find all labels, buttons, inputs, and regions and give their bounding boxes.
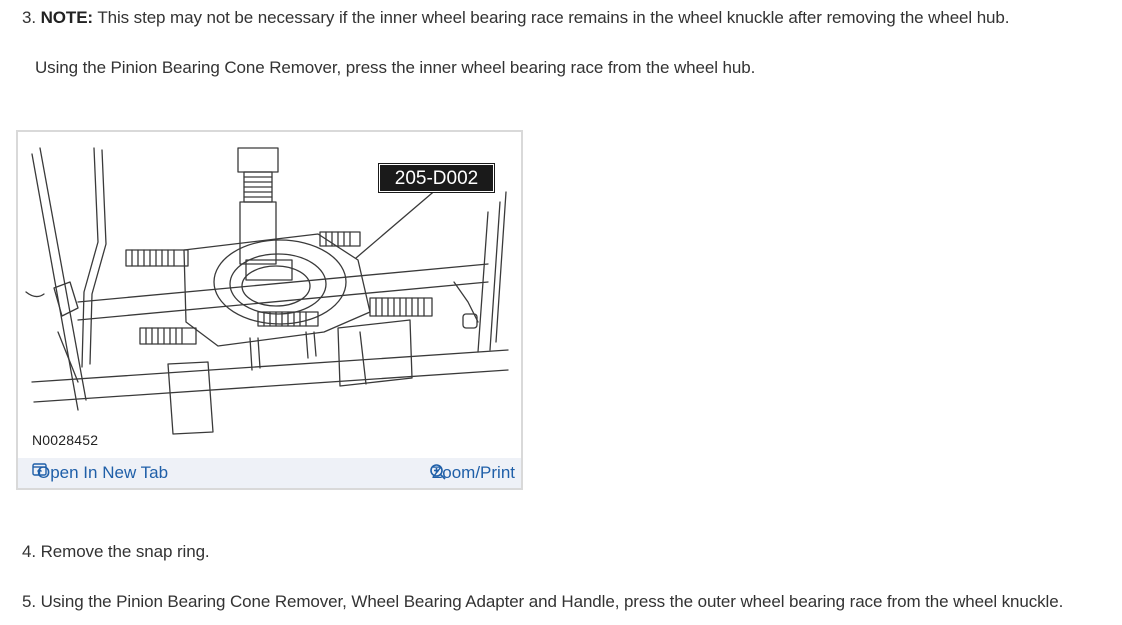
illustration-figure (16, 130, 523, 490)
zoom-print-label: Zoom/Print (431, 463, 515, 482)
step-5 (22, 592, 1063, 612)
step-number: 4. (22, 542, 36, 561)
step-text: Remove the snap ring. (40, 542, 210, 561)
note-label: NOTE: (40, 8, 93, 27)
step-3-instruction: Using the Pinion Bearing Cone Remover, press the inner wheel bearing race from the wheel hub. (35, 58, 756, 77)
figure-code: N0028452 (32, 432, 99, 448)
open-in-new-tab-link[interactable] (32, 463, 168, 483)
tool-callout-label: 205-D002 (379, 164, 494, 192)
zoom-print-link[interactable] (429, 463, 515, 483)
step-text: Using the Pinion Bearing Cone Remover, Wheel Bearing Adapter and Handle, press the outer wheel bearing race from the wheel knuckle. (40, 592, 1064, 611)
note-text: This step may not be necessary if the inner wheel bearing race remains in the wheel knuckle after removing the wheel hub. (97, 8, 1010, 27)
step-3-note (22, 8, 1009, 28)
open-in-new-tab-label: Open In New Tab (37, 463, 169, 482)
step-number: 5. (22, 592, 36, 611)
step-number: 3. (22, 8, 36, 27)
step-4 (22, 542, 210, 562)
figure-toolbar (18, 458, 521, 488)
